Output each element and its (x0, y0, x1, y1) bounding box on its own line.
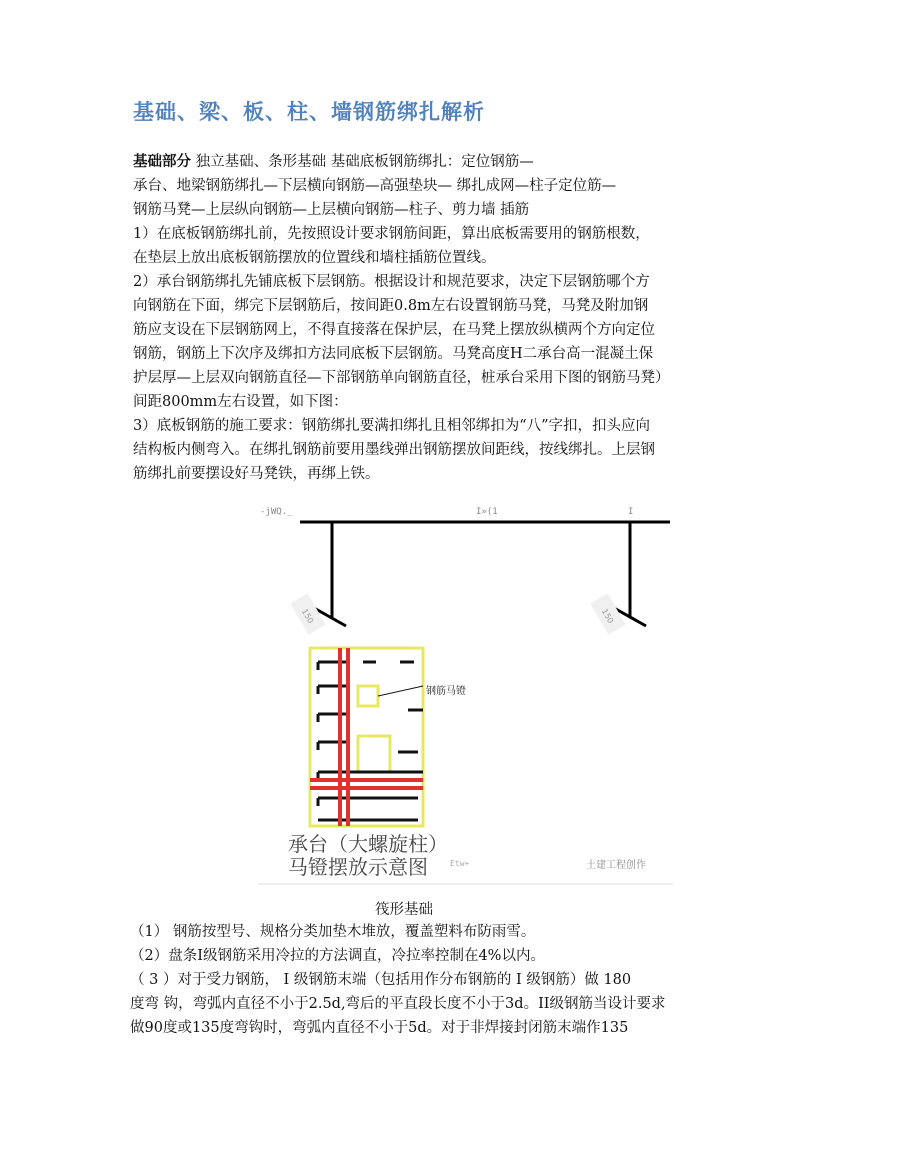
paragraph-line: 1）在底板钢筋绑扎前，先按照设计要求钢筋间距，算出底板需要用的钢筋根数， (133, 226, 650, 242)
line-text: 独立基础、条形基础 基础底板钢筋绑扎：定位钢筋— (195, 154, 534, 170)
figure-caption-line2: 马镫摆放示意图 (288, 855, 428, 879)
figure-label-left: -jWQ._ (260, 507, 293, 517)
list-item: 度弯 钩，弯弧内直径不小于2.5d,弯后的平直段长度不小于3d。II级钢筋当设计要求 (130, 996, 666, 1012)
paragraph-line: 2）承台钢筋绑扎先铺底板下层钢筋。根据设计和规范要求，决定下层钢筋哪个方 (133, 274, 650, 290)
figure-small-mark: Etw+ (450, 859, 470, 868)
svg-text:150: 150 (599, 607, 616, 626)
paragraph-line: 钢筋，钢筋上下次序及绑扣方法同底板下层钢筋。马凳高度H二承台高一混凝土保 (133, 346, 654, 362)
section-label: 基础部分 (133, 153, 191, 170)
subheading: 筏形基础 (375, 902, 433, 918)
paragraph-line: 间距800mm左右设置，如下图： (133, 394, 348, 410)
paragraph-line: 筋应支设在下层钢筋网上，不得直接落在保护层，在马凳上摆放纵横两个方向定位 (133, 322, 655, 338)
callout-label: 钢筋马镫 (426, 686, 466, 697)
paragraph-line (133, 150, 534, 174)
list-item: （1） 钢筋按型号、规格分类加垫木堆放，覆盖塑料布防雨雪。 (130, 924, 536, 940)
list-item: （ 3 ）对于受力钢筋， I 级钢筋末端（包括用作分布钢筋的 I 级钢筋）做 180 (130, 972, 632, 988)
paragraph-line: 承台、地梁钢筋绑扎—下层横向钢筋—高强垫块— 绑扎成网—柱子定位筋— (133, 178, 617, 194)
figure-label-mid: I»(1 (476, 507, 498, 517)
paragraph-line: 筋绑扎前要摆设好马凳铁，再绑上铁。 (133, 466, 380, 482)
rebar-chair-figure (258, 496, 673, 886)
figure-watermark: 土建工程创作 (586, 860, 646, 871)
paragraph-line: 结构板内侧弯入。在绑扎钢筋前要用墨线弹出钢筋摆放间距线，按线绑扎。上层钢 (133, 442, 655, 458)
svg-text:150: 150 (299, 607, 316, 626)
list-item: 做90度或135度弯钩时，弯弧内直径不小于5d。对于非焊接封闭筋末端作135 (130, 1020, 629, 1036)
list-item: （2）盘条I级钢筋采用冷拉的方法调直，冷拉率控制在4%以内。 (130, 948, 545, 964)
paragraph-line: 在垫层上放出底板钢筋摆放的位置线和墙柱插筋位置线。 (133, 250, 496, 266)
paragraph-line: 钢筋马凳—上层纵向钢筋—上层横向钢筋—柱子、剪力墙 插筋 (133, 202, 530, 218)
paragraph-line: 向钢筋在下面，绑完下层钢筋后，按间距0.8m左右设置钢筋马凳，马凳及附加钢 (133, 298, 649, 314)
page-title: 基础、梁、板、柱、墙钢筋绑扎解析 (133, 99, 485, 124)
figure-caption-line1: 承台（大螺旋柱） (288, 832, 448, 856)
paragraph-line: 护层厚—上层双向钢筋直径—下部钢筋单向钢筋直径，桩承台采用下图的钢筋马凳） (133, 370, 670, 386)
figure-label-right: I (628, 507, 634, 517)
paragraph-line: 3）底板钢筋的施工要求：钢筋绑扎要满扣绑扎且相邻绑扣为“八”字扣，扣头应向 (133, 418, 651, 434)
